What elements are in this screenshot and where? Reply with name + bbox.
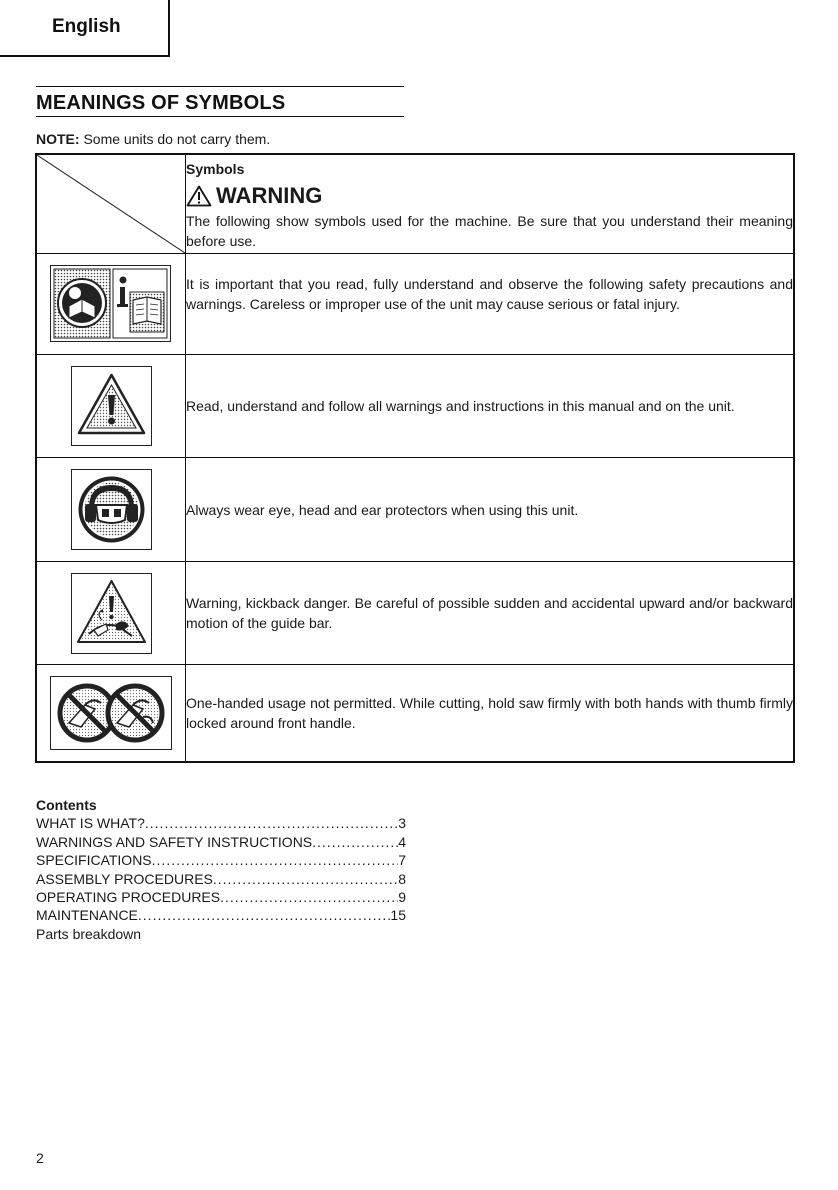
toc-item[interactable] xyxy=(36,906,406,924)
header-text-cell xyxy=(186,154,795,254)
symbol-cell xyxy=(36,355,186,458)
read-manual-icon xyxy=(50,265,171,342)
table-row xyxy=(36,254,794,355)
toc-item[interactable] xyxy=(36,870,406,888)
page-number: 2 xyxy=(36,1150,44,1166)
toc-page: 7 xyxy=(398,852,406,869)
toc-label: ASSEMBLY PROCEDURES xyxy=(36,870,213,887)
description-cell: Read, understand and follow all warnings and instructions in this manual and on the unit. xyxy=(186,355,795,458)
language-label: English xyxy=(52,16,121,37)
toc-page: 15 xyxy=(390,907,406,924)
symbol-cell xyxy=(36,562,186,665)
description-cell: Warning, kickback danger. Be careful of possible sudden and accidental upward and/or backward motion of the guide bar. xyxy=(186,562,795,665)
table-row xyxy=(36,355,794,458)
page-title: MEANINGS OF SYMBOLS xyxy=(36,92,286,114)
warning-triangle-icon xyxy=(71,366,152,446)
toc-item[interactable] xyxy=(36,814,406,832)
heading-rule-top xyxy=(36,86,404,87)
toc-leader xyxy=(138,906,391,924)
toc-label: OPERATING PROCEDURES xyxy=(36,889,221,906)
toc-page: 9 xyxy=(398,889,406,906)
kickback-danger-icon xyxy=(71,573,152,654)
toc-item[interactable] xyxy=(36,833,406,851)
table-of-contents xyxy=(36,796,406,943)
toc-leader xyxy=(312,833,398,851)
warning-icon xyxy=(186,185,212,207)
toc-label: WARNINGS AND SAFETY INSTRUCTIONS xyxy=(36,833,313,850)
note-label: NOTE: xyxy=(36,131,80,147)
toc-label: SPECIFICATIONS xyxy=(36,852,152,869)
warning-description: The following show symbols used for the machine. Be sure that you understand their meaning before use. xyxy=(186,212,793,249)
table-row xyxy=(36,562,794,665)
warning-title: WARNING xyxy=(216,182,323,208)
description-cell: It is important that you read, fully understand and observe the following safety precautions and warnings. Careless or improper use of the unit may cause serious or fatal injury. xyxy=(186,254,795,355)
symbol-cell xyxy=(36,254,186,355)
note xyxy=(36,131,270,147)
toc-leader xyxy=(152,851,399,869)
toc-label: MAINTENANCE xyxy=(36,907,138,924)
table-header-row xyxy=(36,154,794,254)
symbols-label: Symbols xyxy=(186,160,245,177)
symbols-table xyxy=(35,153,795,763)
symbol-cell xyxy=(36,665,186,762)
contents-title: Contents xyxy=(36,797,97,813)
table-row xyxy=(36,665,794,762)
toc-leader xyxy=(220,888,398,906)
toc-page: 8 xyxy=(398,870,406,887)
language-tab xyxy=(0,0,170,57)
warning-heading xyxy=(186,182,793,208)
toc-item[interactable] xyxy=(36,851,406,869)
description-cell: One-handed usage not permitted. While cutting, hold saw firmly with both hands with thumb firmly locked around front handle. xyxy=(186,665,795,762)
toc-leader xyxy=(213,870,398,888)
table-row xyxy=(36,458,794,562)
symbol-cell xyxy=(36,458,186,562)
header-diagonal-cell xyxy=(36,154,186,254)
toc-item-parts[interactable]: Parts breakdown xyxy=(36,925,142,942)
toc-item[interactable] xyxy=(36,888,406,906)
toc-label: WHAT IS WHAT? xyxy=(36,815,145,832)
note-text: Some units do not carry them. xyxy=(79,131,271,147)
toc-page: 4 xyxy=(398,833,406,850)
toc-page: 3 xyxy=(398,815,406,832)
heading-rule-bottom xyxy=(36,116,404,117)
description-cell: Always wear eye, head and ear protectors when using this unit. xyxy=(186,458,795,562)
diagonal-line xyxy=(37,155,185,253)
toc-leader xyxy=(145,814,398,832)
protective-gear-icon xyxy=(71,469,152,550)
no-one-handed-icon xyxy=(50,676,172,750)
